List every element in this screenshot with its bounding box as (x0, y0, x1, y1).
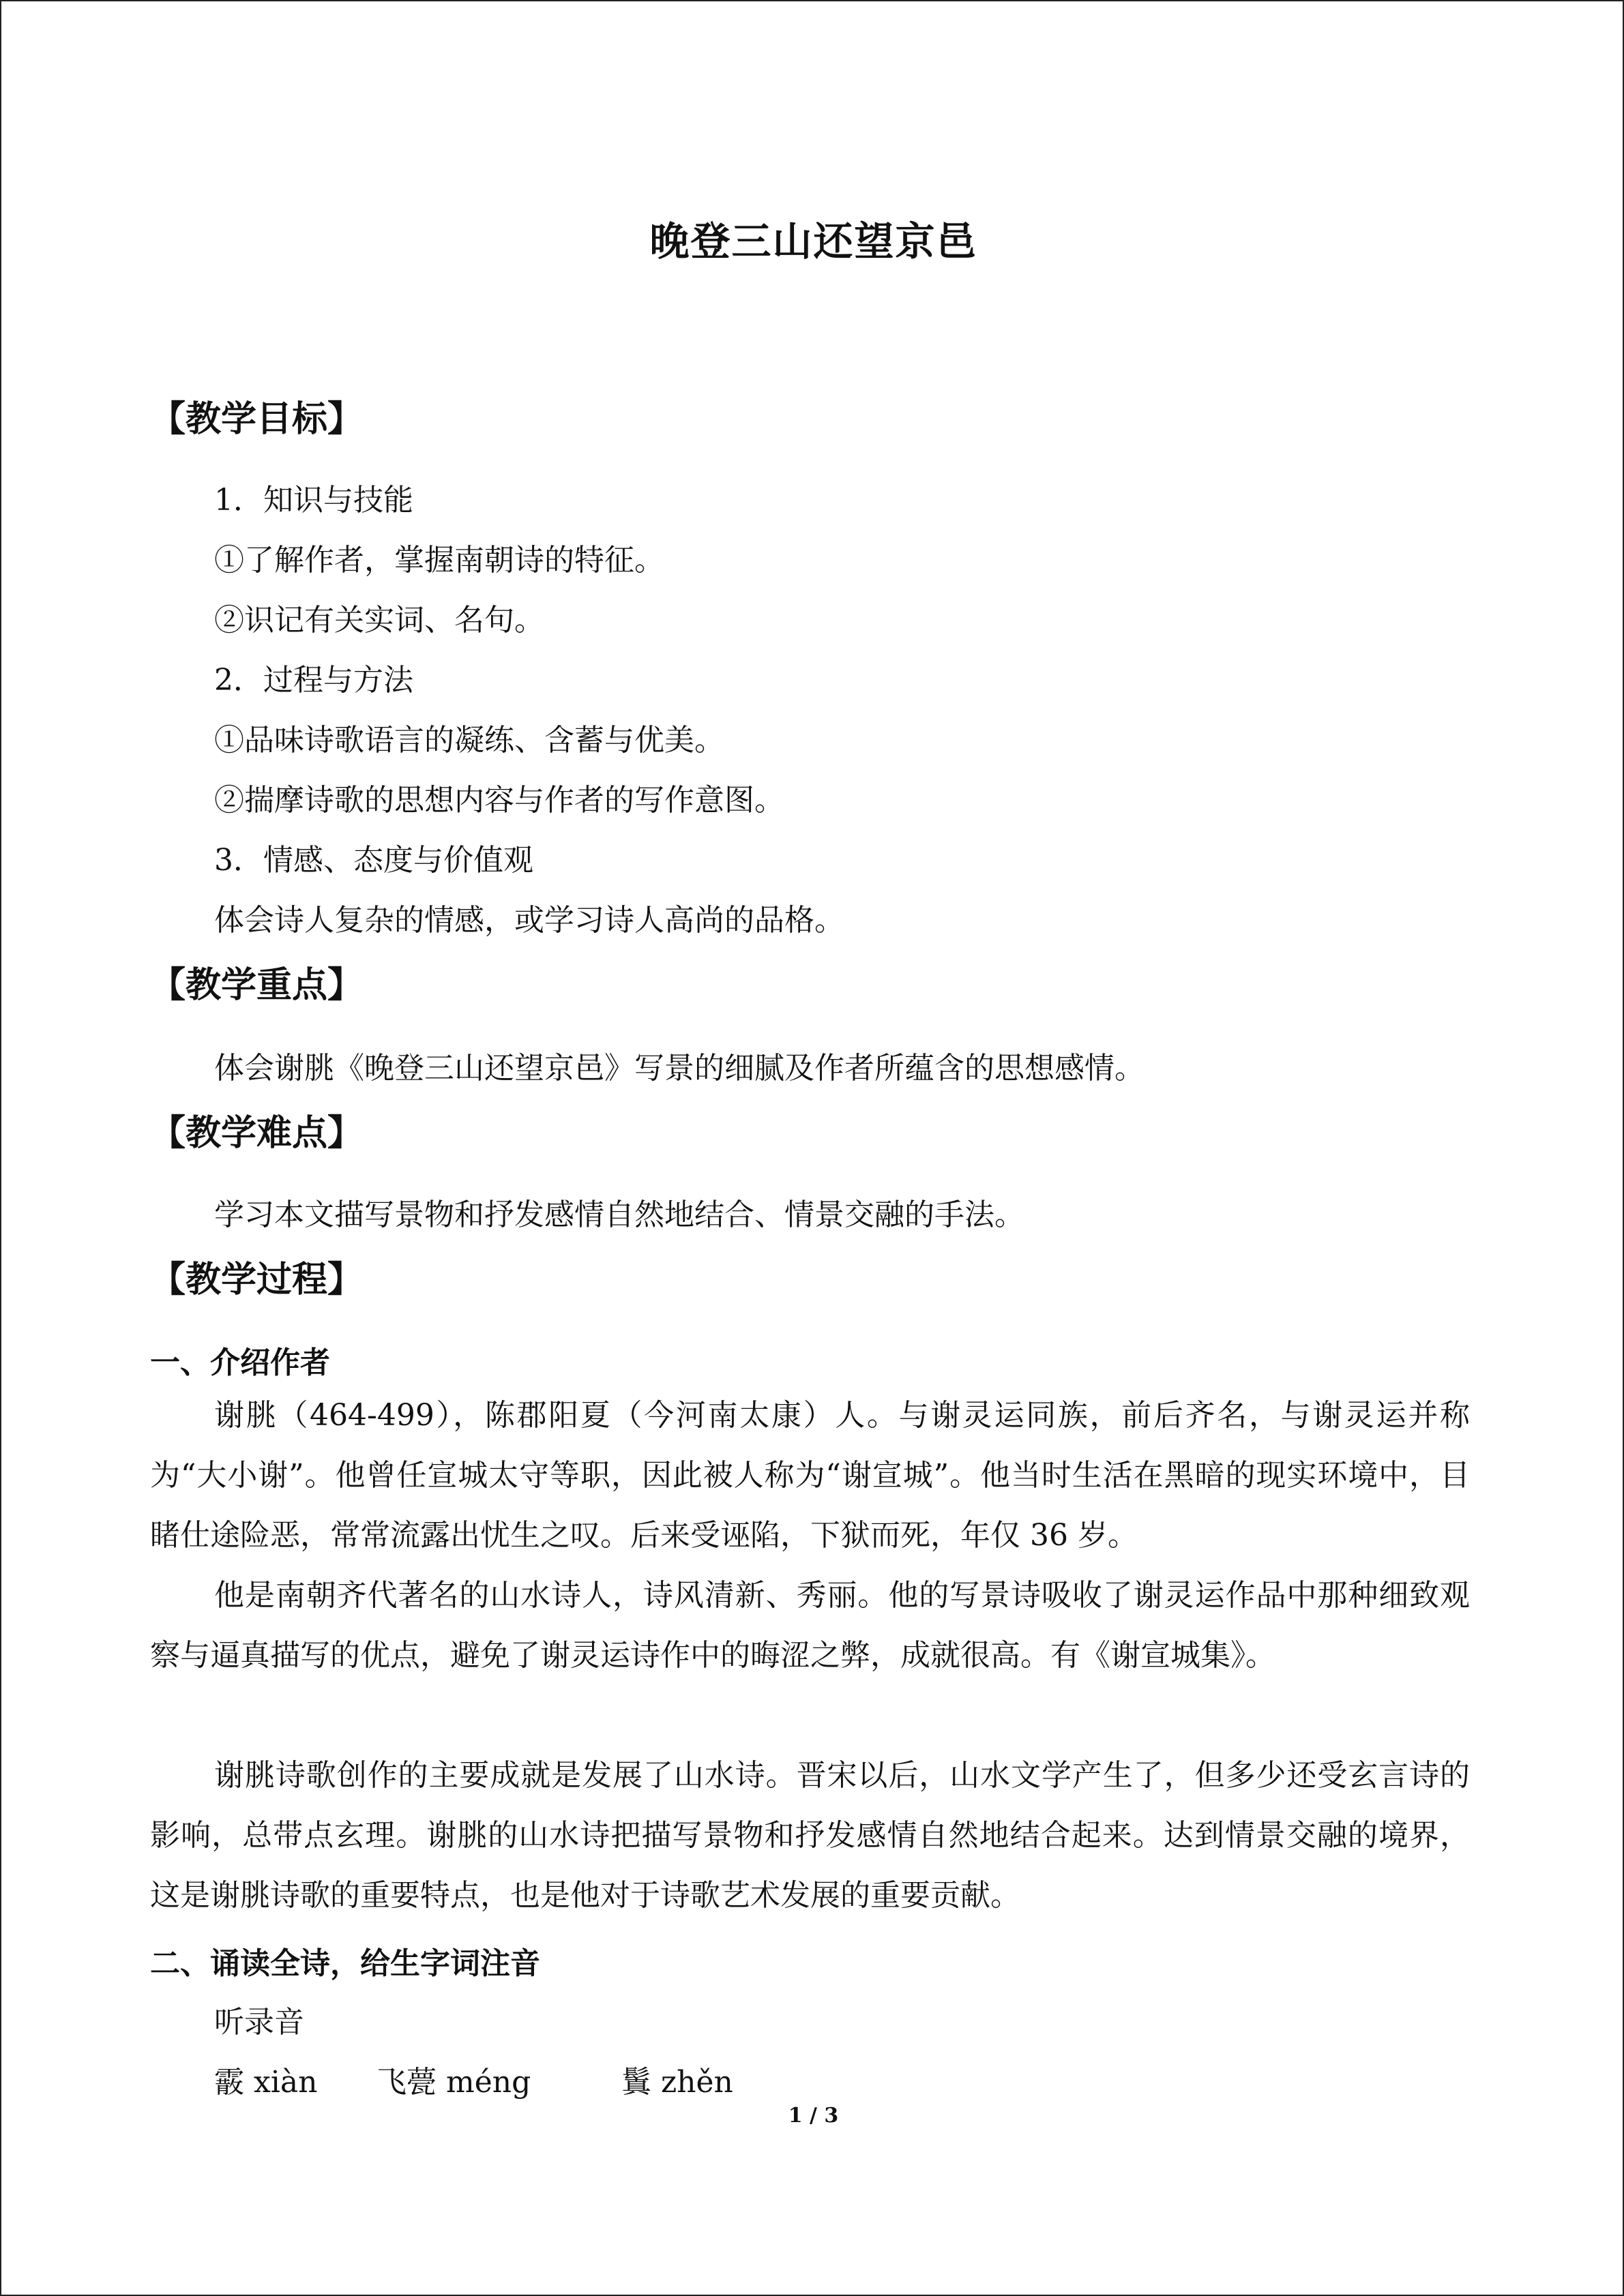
goal-line: 体会诗人复杂的情感，或学习诗人高尚的品格。 (214, 903, 844, 938)
goal-line: 3．情感、态度与价值观 (214, 843, 533, 878)
key-points-text: 体会谢朓《晚登三山还望京邑》写景的细腻及作者所蕴含的思想感情。 (214, 1051, 1145, 1086)
goal-line: 2．过程与方法 (214, 663, 413, 698)
goal-line: 1．知识与技能 (214, 483, 413, 518)
document-title: 晚登三山还望京邑 (649, 218, 977, 265)
goal-line: ②揣摩诗歌的思想内容与作者的写作意图。 (214, 783, 784, 818)
heading-teaching-process: 【教学过程】 (150, 1259, 364, 1300)
author-paragraph: 他是南朝齐代著名的山水诗人，诗风清新、秀丽。他的写景诗吸收了谢灵运作品中那种细致观察与逼真描写的优点，避免了谢灵运诗作中的晦涩之弊，成就很高。有《谢宣城集》。 (150, 1578, 1470, 1673)
difficulties-text: 学习本文描写景物和抒发感情自然地结合、情景交融的手法。 (214, 1197, 1024, 1232)
heading-key-points: 【教学重点】 (150, 965, 364, 1006)
goal-line: ②识记有关实词、名句。 (214, 603, 544, 638)
pinyin-item: 飞甍 méng (377, 2065, 531, 2100)
page-number: 1 / 3 (788, 2104, 839, 2128)
heading-recite-poem: 二、诵读全诗，给生字词注音 (150, 1946, 540, 1981)
heading-teaching-goals: 【教学目标】 (150, 399, 364, 440)
heading-introduce-author: 一、介绍作者 (150, 1345, 330, 1380)
author-paragraph: 谢朓（464-499），陈郡阳夏（今河南太康）人。与谢灵运同族，前后齐名，与谢灵运并称为“大小谢”。他曾任宣城太守等职，因此被人称为“谢宣城”。他当时生活在黑暗的现实环境中，目睹仕途险恶，常常流露出忧生之叹。后来受诬陷，下狱而死，年仅 36 岁。 (150, 1398, 1470, 1553)
goal-line: ①了解作者，掌握南朝诗的特征。 (214, 543, 664, 578)
pinyin-item: 鬒 zhěn (621, 2065, 733, 2100)
author-paragraph: 谢朓诗歌创作的主要成就是发展了山水诗。晋宋以后，山水文学产生了，但多少还受玄言诗的影响，总带点玄理。谢朓的山水诗把描写景物和抒发感情自然地结合起来。达到情景交融的境界，这是谢朓诗歌的重要特点，也是他对于诗歌艺术发展的重要贡献。 (150, 1758, 1470, 1913)
heading-difficulties: 【教学难点】 (150, 1113, 364, 1154)
listen-recording-text: 听录音 (214, 2005, 304, 2040)
goal-line: ①品味诗歌语言的凝练、含蓄与优美。 (214, 723, 724, 758)
pinyin-item: 霰 xiàn (214, 2065, 318, 2100)
